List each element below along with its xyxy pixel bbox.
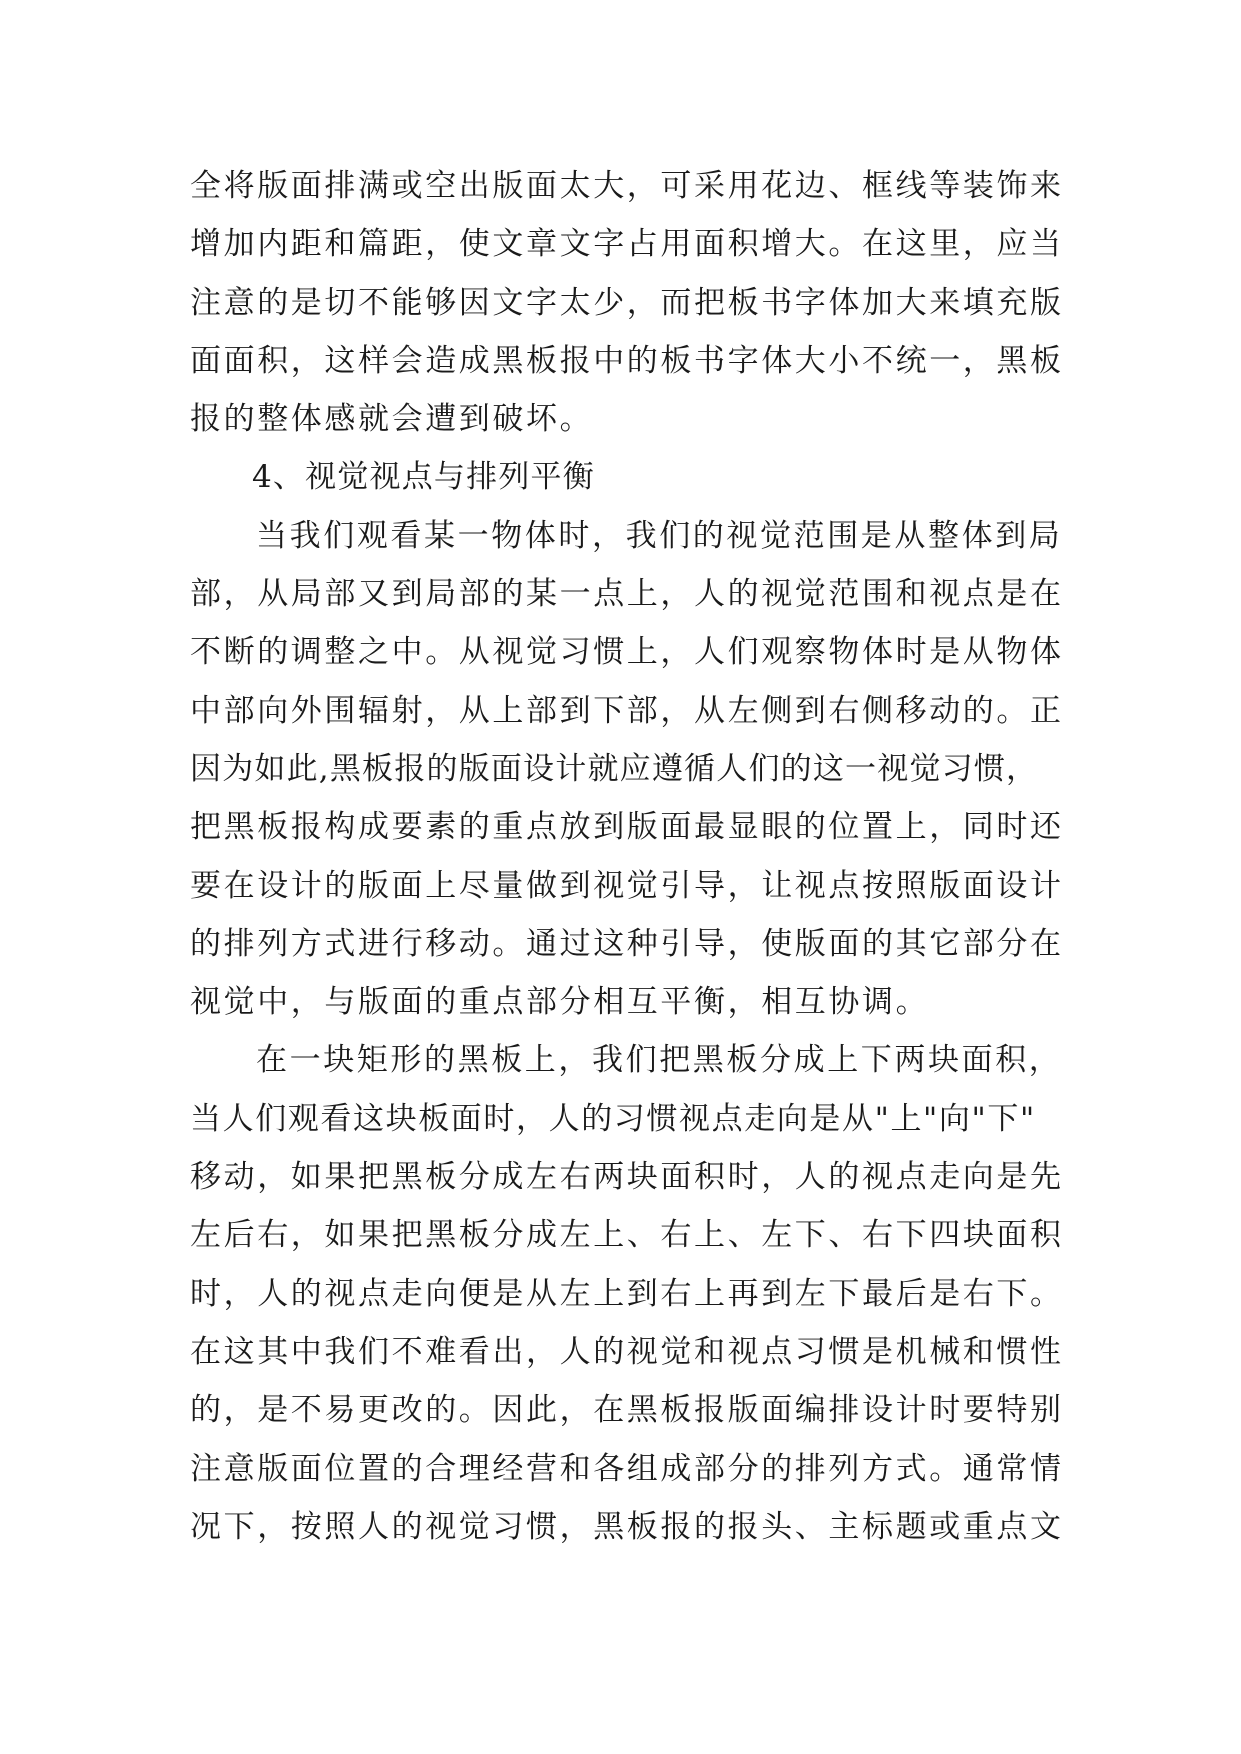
section-heading: 4、视觉视点与排列平衡 [252,459,595,496]
body-text [190,157,1064,1556]
paragraph-line: 移动，如果把黑板分成左右两块面积时，人的视点走向是先 [190,1159,1064,1196]
paragraph-line: 当我们观看某一物体时，我们的视觉范围是从整体到局 [256,517,1063,554]
paragraph-line: 全将版面排满或空出版面太大，可采用花边、框线等装饰来 [190,168,1064,204]
paragraph-line: 要在设计的版面上尽量做到视觉引导，让视点按照版面设计 [190,867,1064,904]
paragraph-line: 在一块矩形的黑板上，我们把黑板分成上下两块面积， [256,1042,1063,1079]
paragraph-line: 中部向外围辐射，从上部到下部，从左侧到右侧移动的。正 [190,692,1064,729]
paragraph-line: 在这其中我们不难看出，人的视觉和视点习惯是机械和惯性 [190,1333,1064,1370]
paragraph-line: 视觉中，与版面的重点部分相互平衡，相互协调。 [190,984,930,1021]
paragraph-line: 报的整体感就会遭到破坏。 [190,401,594,438]
paragraph-line: 的排列方式进行移动。通过这种引导，使版面的其它部分在 [190,925,1064,962]
paragraph-line: 的，是不易更改的。因此，在黑板报版面编排设计时要特别 [190,1392,1064,1429]
paragraph-line: 因为如此,黑板报的版面设计就应遵循人们的这一视觉习惯， [190,750,1039,787]
paragraph-line: 部，从局部又到局部的某一点上，人的视觉范围和视点是在 [190,576,1064,613]
paragraph-line: 况下，按照人的视觉习惯，黑板报的报头、主标题或重点文 [190,1508,1064,1545]
paragraph-line: 当人们观看这块板面时，人的习惯视点走向是从"上"向"下" [190,1100,1036,1137]
paragraph-line: 注意版面位置的合理经营和各组成部分的排列方式。通常情 [190,1450,1064,1487]
paragraph-line: 增加内距和篇距，使文章文字占用面积增大。在这里，应当 [190,226,1064,263]
paragraph-line: 面面积，这样会造成黑板报中的板书字体大小不统一，黑板 [190,342,1064,379]
paragraph-line: 时，人的视点走向便是从左上到右上再到左下最后是右下。 [190,1275,1064,1312]
paragraph-line: 左后右，如果把黑板分成左上、右上、左下、右下四块面积 [190,1217,1064,1254]
paragraph-line: 不断的调整之中。从视觉习惯上，人们观察物体时是从物体 [190,634,1064,671]
paragraph-line: 把黑板报构成要素的重点放到版面最显眼的位置上，同时还 [190,809,1064,846]
paragraph-line: 注意的是切不能够因文字太少，而把板书字体加大来填充版 [190,284,1064,321]
